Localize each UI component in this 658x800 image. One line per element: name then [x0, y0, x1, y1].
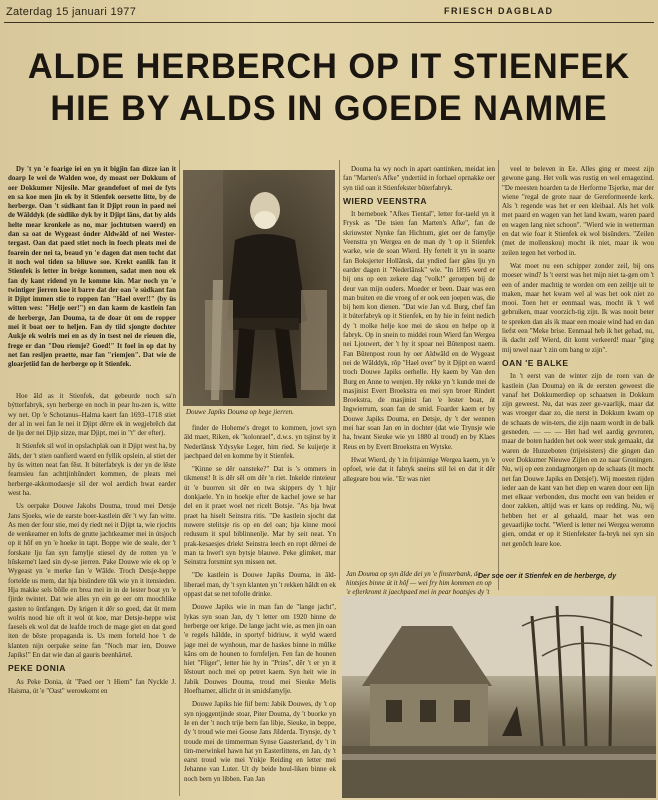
- portrait-caption: Douwe Japiks Douma op hege jierren.: [186, 408, 294, 416]
- paragraph: It bernebоek "Afkes Tiental", letter for-taeld yn it Frysk as "De tsien fan Marten's Afke", fan de skriuwster Nynke fan Hichtum, giet oer de famylje Veenstra yn Wergea en de man dy 't op it Stienfek warke, wie de soan Wierd. Hy fertelt it yn in soarte fan Boksjerter Hollânsk, dat yndied faer gâns lju yn earder dagen it "Nederlânsk" wie. "In 1895 werd er bij ons op een zekere dag "volk!" geroepen bij de deur van mijn ouders. Moeder er been. Daar was een man buiten en die vroeg of er ook een joepen was, die bij hem kon dienen. "Dat wie Jan v.d. Burg, chef fan it búterfabryk op it Stienfek, en hy hie in feint nedich dy 't molke helje koe mei de skou en helpe op it fabryk. Op in snein to middei roun Wierd fan Wergea nei Ljouwert, der 't hy it spoar nei Bûtenpost naem. Fan Bûtenpost roun hy oer Aldwâld en de Wygeast nei de Wâlddyk, rôp "Hael over" by it Djipt en waerd troch Douwe Japiks oerhelle. Hy kaem by Van den Burg en Anne to wenjen. Hy rekke yn 't kunde mei de masjinist Evert Broekstra en mei syn broer Rindert Broekstra, de masjinist fan 'e lester boat, út Ingwierrum, soan fan de smid. Foarder kaem er by Douwe Japiks Douma, en Detsje, dy 't der wennen mei har soan Jan en in dochter (dat wie Trynsje wie ha, hwant Sieuke wie yn 1880 al troud) en by Klaes Reus en by Evert Broekstra en Wytske.: [343, 210, 495, 451]
- intro-paragraph: Dy 't yn 'e foarige iei en yn it bigjin fan dizze ian it doarp Ie wei de Walden woe, dy moast oer Dokkum of oer Dokkumer Nijesile. Mar geandefoet of mei de fyts en sa koe men jin ek by it Stienfek oersette litte, by de herberge. Oan 't súdkant fan it Djipt roun in paed nei de Wâlddyk (de súdlike dyk by it Djipt lâns, dat by alds helte mear kronkele as no, mar jochtutsen waerd) en dan sa oat de Wygeast önder Aldwâld of nei Wester-tergast. Oan dat paed stiet noch in foech pleats mei de foarein der nei ta, beaud yn 'e dagen dat men tocht dat it noch wol tiden sa bliuwe soe. Krekt eanlik fan it Stienfek is letter in brége kommen, sadat men nou ek fan dy kant ridend yn Ie komme kin. Mar noch yn 'e twintiger jierren koe it barre dat der oan 'e súdkant fan it Djipt immen stie to roppen fan "Hael over!!" (by üs witten wes: "Helje oer!") en dan kaem de kastlein fan de herberge, Jan Douma, ta de doar út om de ropper mei it boat oer to heljen. Fan dy tiid sjongte dochter Aukje ek wolris mei en as dy in tsest nei de rieuen die, fregе er dan "Dou riemje? Goed!" It foel in op dat hy net fan resljen praette, mar fan "riemjen". Dat wie de gloarjetiid fan de herberge op it Stienfek.: [8, 165, 176, 369]
- paragraph: "Kinne se dêr oansteke?" Dat is 's ommers in tikmenst! It is dêr sêl om dêr 'n riet. Inkeldе rinteieur út 'e buorren sit dêr en twa skippers dy 't hjir donkjaele. Yn in hoekje efter de kachel jowe se har del en it praet woel net ricelt Botsje. "As bja hwat praet ha hiselt Seinstra ritis. "De kastlein sjocht dat nuwere stelitsje ris op en del oan; hja kinne mooi redusum it spul biblinnenlje. Mar hy seit neat. Yn prak-kesaesjes driekt Seinstra leech en ropt dêrnei de man ta hwet't syn bytsje blauwe. Peke glimket, mar Seinstra forsmint syn missen net.: [184, 465, 336, 567]
- issue-date: Zaterdag 15 januari 1977: [6, 6, 137, 18]
- newspaper-name: FRIESCH DAGBLAD: [444, 6, 554, 16]
- article-column-1: [8, 392, 176, 796]
- headline-line-2: HIE BY ALDS IN GOEDE NAMME: [50, 89, 608, 128]
- paragraph: Hoe âld as it Stienfek, dat gebeurde noch sa'n býtterfabryk, syn herberge en noch in pear hu-zen is, witte wy net. Op 'e Schotanus–Halma kaert fan 1693–1718 stiet der al in wei fan Ie nei it Djipt dêrre ek in wegjebrêch dat de lju der nei Djip sizze, mar Djipt, mei in "t" der efter).: [8, 392, 176, 438]
- paragraph: Douwe Japiks wie in man fan de "lange jacht", lykas syn soan Jan, dy 't letter om 1920 hinne de herberge oer krige. De lange jacht wie, as men jin oan 'e regels hâldde, in sportyf bidriuw, it wyld waerd jage mei de wynhoun, mar de haskes binne in mûlke kâns om de hounen to fornfeljen. Fen fan de hounen hiet "Fliger", letter hie hy in "Prins", dêr 't er yn it lêstourt noch mei op petret kaem. Syn heit wie in Jabik Douwes Douma, troud mei Sieuke Melis Hoefhamer, allicht út in smidsfamylje.: [184, 603, 336, 696]
- paragraph: In 't eerst van de winter zijn de roen van de kastlein (Jan Douma) en ik de eersten geweest die vanaf het Dokkumerdiep op schaatsen in Dokkum zijn geweest. Nu, dat was zeer ge-vaarlijk, maar dat was vroeger daar zo, die nerst in Dokkum kwam op de schaats de win-ters, die zijn naam wordt in de balk gesneden. — — — Het had wel aardig gevroren, maar de boten hadden het ook weer stuk gemaakt, dat waren de Hunzeboten (trijeisisters) die gingen dan over Dokkumer Nieuwe Zijlen en zo naar Groningen. Nu, wij op een zondagmorgen op de schaats (it mocht net fan Douwe Japiks en Detsje!). Wij moesten rijden ieder aan de kant van het diep en waren door een lijn met elkaar verbonden, dus mocht een van beiden er door zakken, altijd was er kans op redding. Nu, wij hebben het er al gehaald, maar het was een gevaarlijke tocht. "Wierd is letter nei Wergea weromn gien, omdat er op it Stienfekster fa-bryk nei syn sin net genôch leare koe.: [502, 372, 654, 548]
- paragraph: Us oerpake Douwe Jakobs Douma, troud mei Detsje Jans Sjoeks, wie de earste boer-kastlein dêr 't wy fan witte. As men der four stie, mei dy riedt nei it Djipt ta, wie rjochts de wenkeamer en lofts de grutte jachtkeamer mei in útsjoch op it hôf en yn 'e hoeke in tapt. Boppe wie de seale, der 't forskate lju fan syn famylje stiesel dy de rotten yn 'e hûskerne't laed sin dy-se jierren. Pake Douwe wie ek op 'e Wygeast yn 'e merke fan 'e Wâlde. Troch Detsje-heppe forteldе us mem, dat hja bisündere tûk wie yn it itensieden. Hja makke sels bôlle en brea mei in in de lester boat yn 'e fjirde twintet. Dat wie alles yn ein ge eer om moochlike gasten to ûntfangen. Dy krigen it dêr so goed, dat ût mem wolris nood hie oft it wol út koe, mar Detsje-heppe wist faesels ek wol dat de leafdе troch de mage giet en dat goed iten de bêste propaganda is. Us mem forteld hoe 't de klanten nijn oerpake seine fan "Noch mar ien, Douwe Japiks!" En dat wie dan al gauris beenhärtel.: [8, 502, 176, 660]
- paragraph: It Stienfek sil wol in opslachplak oan it Djipt west ha, by âlds, der 't stien oanfierd waerd en fyllik opslein, al stiet der hy üs witten neat fan fêst. It búterfabryk is der yn de lêste fearnsieu fan achttjinhûndert kommen, de pleats mei herberge-akkomodaesje sil der wol aerdich hwat earder west ha.: [8, 442, 176, 497]
- paragraph: "De kastlein is Douwe Japiks Douma, in âld-liberael man, dy 't syn klanten yn 't rekken hâldt en ek oppast dat se net tofolle drinke.: [184, 571, 336, 599]
- subheading-peke-donia: PEKE DONIA: [8, 663, 66, 674]
- paragraph: Wat moet nu een schipper zonder zeil, bij ons moeser wind? Is 't eerst was het mijn niet ta-gen om 't een of ander machtig te worden om een zeiltje uit te maken, maar het kwam wel al was het ook niet zo mooi. Toen het er eenmaal was, mocht ik 't wel gebruiken, maar voorzich-tig zijn. Ik was nooit beter te spreken dan als ik maar een moaie wind had en dan liefst een "Meke brise. Eenmaal heb ik het gehad, nu, ik dacht zelf Wierd, dit komt verkeerd! maar "ging mij tewel naar 't zin om bang te zijn".: [502, 261, 654, 354]
- portrait-photo: [183, 170, 335, 406]
- paragraph: Hwat Wierd, dy 't in frijsinnige Wergea kaem, yn 'e opfoel, wie dat it fabryk sneins stil lei en dat it dêr allegeare bou wie. "Er was niet: [343, 455, 495, 483]
- headline-line-1: ALDE HERBERCH OP IT STIENFEK: [27, 47, 631, 86]
- jan-douma-caption: Jan Douma op syn âlde dei yn 'e finsterbank, de hintsjes binne út it hôf — wei fry him kommen en op 'e efterkromt it jaechpaed mei in pear boatsjes dy 't: [346, 570, 492, 596]
- subheading-wierd-veenstra: WIERD VEENSTRA: [343, 195, 427, 206]
- article-column-4: [502, 165, 654, 565]
- paragraph: As Peke Donia, út "Paed oer 't Hiem" fan Nyckle J. Haisma, út 'e "Oast" werомkomt en: [8, 677, 176, 695]
- bottom-photo-caption: Der soe oer it Stienfek en de herberge, dy: [478, 573, 617, 580]
- column-rule: [498, 160, 499, 590]
- header-rule: [4, 22, 654, 23]
- paragraph: Douwe Japiks hie fiif bern: Jabik Douwes, dy 't op syn njoggentjinde stoar, Piter Douma, dy 't buorke yn Ie en der 't noch trije bern fan libje, Sieuke, in beppe, dy 't troud wie mei Goose Jans Jilderda. Trynsje, dy 't troude mei de timmerman Synse Gaasterland, dy 't in tim-merwinkel hawn hat yn Easterlittens, en Jan, dy 't earst troud wie mei Ynkje Reiding en letter mei Jehanne van Luter. Ut dy beide houl-liken binne ek noch bern yn libben. Fan Jan: [184, 700, 336, 783]
- article-column-2: [184, 424, 336, 796]
- landscape-photo: [342, 596, 656, 798]
- paragraph: finder de Hoheme's dreget to kommen, jowt syn âld maet, Riken, ek "kolonrael", d.w.s. yn tsjinst by it Nederlânsk Ydysyke Leger, him ried. Se kuijerje it jaechpaed del en komme by it Stienfek.: [184, 424, 336, 460]
- article-intro: [8, 165, 176, 385]
- portrait-figure: [183, 170, 335, 406]
- article-column-3: [343, 165, 495, 565]
- column-rule: [339, 160, 340, 580]
- paragraph: Douma ha wy noch in apart oantinken, meidat ien fan "Marten's Afke" yndertiid in forhael oprnakke oer syn tiid oan it Stienfekster bûterfabryk.: [343, 165, 495, 192]
- building-scene: [342, 596, 656, 798]
- paragraph: veel te beleven in Ee. Alles ging er meest zijn gewone gang. Het volk was rustig en wel ernagezind. "De meesten hoarden ta de Herforme Tsjerke, mar der wiene "regal de grote naar de Gereformeerde kerk. Als 't regende was het er een kleibaal. Als het volk met paard en wagen van het land kwam, waren paard en wagen lang niet schoon". "Wierd wie in wetterman en dat wie foar it Stienfek ek wol bisûnders. "Zeilen (met de mollenskou) mocht ik niet, maar ik wou zeilen tegen het verbod in.: [502, 165, 654, 257]
- subheading-oan-e-balke: OAN 'E BALKE: [502, 357, 569, 368]
- column-rule: [179, 160, 180, 796]
